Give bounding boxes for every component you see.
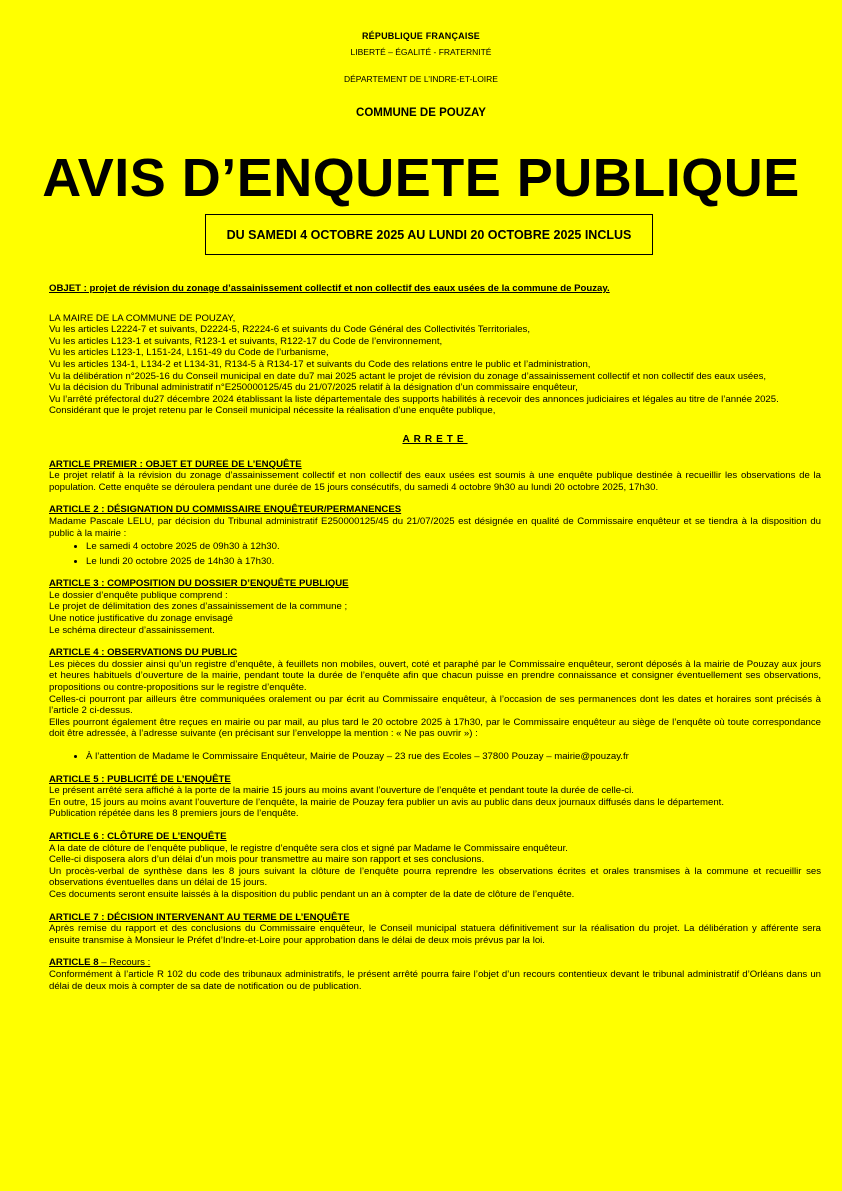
- article-3-line: Une notice justificative du zonage envisagé: [49, 613, 233, 625]
- article-3-line: Le dossier d’enquête publique comprend :: [49, 589, 228, 601]
- enquiry-dates: DU SAMEDI 4 OCTOBRE 2025 AU LUNDI 20 OCTOBRE 2025 INCLUS: [226, 227, 632, 242]
- article-6-line: Celle-ci disposera alors d’un délai d’un mois pour transmettre au maire son rapport et ses conclusions.: [49, 854, 485, 866]
- article-8-title-rest: – Recours :: [98, 957, 151, 969]
- list-item: • Le samedi 4 octobre 2025 de 09h30 à 12h30.: [86, 541, 821, 553]
- notice-body: [49, 283, 821, 1003]
- article-3-line: Le schéma directeur d’assainissement.: [49, 624, 215, 636]
- address-list: [49, 751, 821, 763]
- article-3-line: Le projet de délimitation des zones d’assainissement de la commune ;: [49, 601, 348, 613]
- preamble-line: Vu l’arrêté préfectoral du27 décembre 2024 établissant la liste départementale des supports habilités à recevoir des annonces judiciaires et légales au titre de l’année 2025.: [49, 393, 779, 405]
- article-6-title: ARTICLE 6 : CLÔTURE DE L’ENQUÊTE: [49, 830, 227, 842]
- article-4-title: ARTICLE 4 : OBSERVATIONS DU PUBLIC: [49, 647, 238, 659]
- article-6: [49, 831, 821, 901]
- list-item: • Le lundi 20 octobre 2025 de 14h30 à 17h30.: [86, 556, 821, 568]
- article-7-title: ARTICLE 7 : DÉCISION INTERVENANT AU TERME DE L’ENQUÊTE: [49, 911, 350, 923]
- article-1-title: ARTICLE PREMIER : OBJET ET DUREE DE L’ENQUÊTE: [49, 458, 302, 470]
- preamble: [49, 313, 821, 417]
- list-item: • À l’attention de Madame le Commissaire Enquêteur, Mairie de Pouzay – 23 rue des Ecoles – 37800 Pouzay – mairie@pouzay.fr: [86, 751, 821, 763]
- page-title: AVIS D’ENQUETE PUBLIQUE: [42, 148, 800, 208]
- article-5-line: En outre, 15 jours au moins avant l’ouverture de l’enquête, la mairie de Pouzay fera publier un avis au public dans deux journaux diffusés dans le département.: [49, 796, 724, 808]
- article-8-title: ARTICLE 8: [49, 957, 99, 969]
- article-3: [49, 578, 821, 636]
- article-4-p2: Celles-ci pourront par ailleurs être communiquées oralement ou par écrit au Commissaire enquêteur, à l’occasion de ses permanences dont les dates et horaires sont précisés à l’article 2 ci-dessus.: [49, 693, 821, 717]
- enquiry-dates-box: [205, 214, 653, 255]
- article-5-title: ARTICLE 5 : PUBLICITÉ DE L’ENQUÊTE: [49, 773, 231, 785]
- article-8-text: Conformément à l’article R 102 du code des tribunaux administratifs, le présent arrêté pourra faire l’objet d’un recours contentieux devant le tribunal administratif d’Orléans dans un délai de deux mois à compter de sa date de notification ou de publication.: [49, 968, 821, 992]
- preamble-line: Considérant que le projet retenu par le Conseil municipal nécessite la réalisation d’une enquête publique,: [49, 405, 496, 417]
- preamble-line: Vu les articles L2224-7 et suivants, D2224-5, R2224-6 et suivants du Code Général des Collectivités Territoriales,: [49, 324, 531, 336]
- article-1-text: Le projet relatif à la révision du zonage d’assainissement collectif et non collectif des eaux usées est soumis à une enquête publique destinée à recueillir les observations de la population. Cette enquête se déroulera pendant une durée de 15 jours consécutifs, du samedi 4 octobre 9h30 au lundi 20 octobre 2025, 17h30.: [49, 470, 821, 493]
- article-7-text: Après remise du rapport et des conclusions du Commissaire enquêteur, le Conseil municipal statuera définitivement sur la réalisation du projet. La délibération y afférente sera ensuite transmise à Monsieur le Préfet d’Indre-et-Loire pour approbation dans le délai de deux mois prévus par la loi.: [49, 923, 821, 946]
- article-8: [49, 957, 821, 992]
- preamble-line: Vu les articles L123-1 et suivants, R123-1 et suivants, R122-17 du Code de l’environnement,: [49, 335, 443, 347]
- article-2-text: Madame Pascale LELU, par décision du Tribunal administratif E250000125/45 du 21/07/2025 est désignée en qualité de Commissaire enquêteur et se tiendra à la disposition du public à la mairie :: [49, 515, 821, 539]
- preamble-line: Vu la délibération n°2025-16 du Conseil municipal en date du7 mai 2025 actant le projet de révision du zonage d’assainissement collectif et non collectif des eaux usées,: [49, 370, 767, 382]
- republique-header: RÉPUBLIQUE FRANÇAISE: [361, 31, 480, 41]
- article-4-p1: Les pièces du dossier ainsi qu’un registre d’enquête, à feuillets non mobiles, ouvert, coté et paraphé par le Commissaire enquêteur, seront déposés à la mairie de Pouzay aux jours et heures habituels d’ouverture de la mairie, pendant toute la durée de l’enquête afin que chacun puisse en prendre connaissance et consigner éventuellement ses observations, propositions ou contre-propositions sur le registre d’enquête.: [49, 658, 821, 694]
- article-1: [49, 459, 821, 494]
- preamble-line: Vu les articles 134-1, L134-2 et L134-31, R134-5 à R134-17 et suivants du Code des relations entre le public et l’administration,: [49, 358, 591, 370]
- article-6-line: Un procès-verbal de synthèse dans les 8 jours suivant la clôture de l’enquête pourra reprendre les observations écrites et orales transmises à la commune et recueillir ses observations éventuelles dans un délai de 15 jours.: [49, 865, 821, 889]
- article-3-title: ARTICLE 3 : COMPOSITION DU DOSSIER D’ENQUÊTE PUBLIQUE: [49, 578, 349, 590]
- objet-line: OBJET : projet de révision du zonage d’assainissement collectif et non collectif des eaux usées de la commune de Pouzay.: [49, 283, 610, 294]
- devise: LIBERTÉ – ÉGALITÉ - FRATERNITÉ: [350, 47, 492, 57]
- article-5-line: Publication répétée dans les 8 premiers jours de l’enquête.: [49, 808, 299, 820]
- article-6-line: A la date de clôture de l’enquête publique, le registre d’enquête sera clos et signé par Madame le Commissaire enquêteur.: [49, 842, 568, 854]
- preamble-line: LA MAIRE DE LA COMMUNE DE POUZAY,: [49, 312, 236, 324]
- article-4-p3: Elles pourront également être reçues en mairie ou par mail, au plus tard le 20 octobre 2025 à 17h30, par le Commissaire enquêteur au siège de l’enquête où toute correspondance doit être adressée, à l’adresse suivante (en précisant sur l’enveloppe la mention : « Ne pas ouvrir ») :: [49, 716, 821, 740]
- preamble-line: Vu la décision du Tribunal administratif n°E250000125/45 du 21/07/2025 relatif à la désignation d’un commissaire enquêteur,: [49, 382, 578, 394]
- article-2: [49, 504, 821, 567]
- article-5: [49, 774, 821, 820]
- article-5-line: Le présent arrêté sera affiché à la porte de la mairie 15 jours au moins avant l’ouverture de l’enquête et pendant toute la durée de celle-ci.: [49, 785, 634, 797]
- article-6-line: Ces documents seront ensuite laissés à la disposition du public pendant un an à compter de la date de clôture de l’enquête.: [49, 888, 575, 900]
- arrete-heading: ARRETE: [402, 433, 468, 445]
- article-2-title: ARTICLE 2 : DÉSIGNATION DU COMMISSAIRE ENQUÊTEUR/PERMANENCES: [49, 504, 402, 516]
- article-7: [49, 912, 821, 947]
- commune: COMMUNE DE POUZAY: [356, 107, 486, 119]
- departement: DÉPARTEMENT DE L’INDRE-ET-LOIRE: [344, 74, 498, 84]
- article-8-heading: [49, 957, 821, 969]
- article-4: [49, 647, 821, 762]
- permanences-list: [49, 541, 821, 567]
- preamble-line: Vu les articles L123-1, L151-24, L151-49 du Code de l’urbanisme,: [49, 347, 329, 359]
